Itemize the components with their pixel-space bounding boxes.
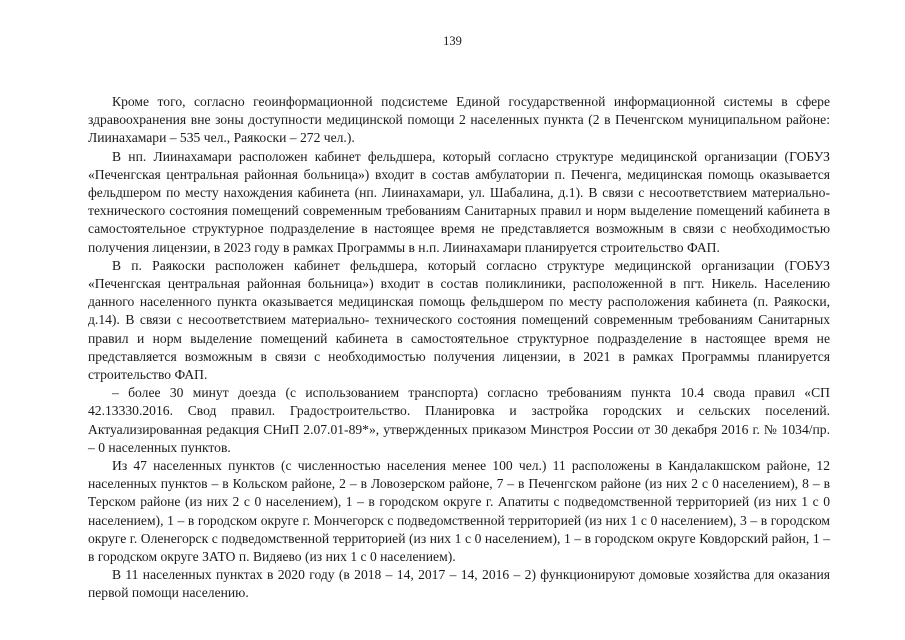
paragraph-travel-time: – более 30 минут доезда (с использованием транспорта) согласно требованиям пункта 10.4 свода правил «СП 42.13330.2016. Свод правил. Градостроительство. Планировка и застройка городских и сельских поселений. Актуализированная редакция СНиП 2.07.01-89*», утвержденных приказом Минстроя России от 30 декабря 2016 г. № 1034/пр. – 0 населенных пунктов. (88, 385, 830, 455)
paragraph-households-first-aid: В 11 населенных пунктах в 2020 году (в 2018 – 14, 2017 – 14, 2016 – 2) функционируют домовые хозяйства для оказания первой помощи населению. (88, 567, 830, 601)
document-body (88, 93, 830, 603)
paragraph-liinakhamari: В нп. Лиинахамари расположен кабинет фельдшера, который согласно структуре медицинской организации (ГОБУЗ «Печенгская центральная районная больница») входит в состав амбулатории п. Печенга, медицинская помощь оказывается фельдшером по месту нахождения кабинета (нп. Лиинахамари, ул. Шабалина, д.1). В связи с несоответствием материально-технического состояния помещений современным требованиям Санитарных правил и норм выделение помещений кабинета в самостоятельное структурное подразделение в настоящее время не представляется возможным в связи с необходимостью получения лицензии, в 2023 году в рамках Программы в н.п. Лиинахамари планируется строительство ФАП. (88, 148, 830, 255)
paragraph-accessibility-summary: Кроме того, согласно геоинформационной подсистеме Единой государственной информационной системы в сфере здравоохранения вне зоны доступности медицинской помощи 2 населенных пункта (2 в Печенгском муниципальном районе: Лиинахамари – 535 чел., Раякоски – 272 чел.). (88, 94, 830, 146)
paragraph-rayakoski: В п. Раякоски расположен кабинет фельдшера, который согласно структуре медицинской организации (ГОБУЗ «Печенгская центральная районная больница») входит в состав поликлиники, расположенной в пгт. Никель. Населению данного населенного пункта оказывается медицинская помощь фельдшером по месту расположения кабинета (п. Раякоски, д.14). В связи с несоответствием материально- технического состояния помещений современным требованиям Санитарных правил и норм выделение помещений кабинета в самостоятельное структурное подразделение в настоящее время не представляется возможным в связи с необходимостью получения лицензии, в 2021 в рамках Программы планируется строительство ФАП. (88, 257, 830, 383)
paragraph-settlements-distribution: Из 47 населенных пунктов (с численностью населения менее 100 чел.) 11 расположены в Кандалакшском районе, 12 населенных пунктов – в Кольском районе, 2 – в Ловозерском районе, 7 – в Печенгском районе (из них 2 с 0 населением), 8 – в Терском районе (из них 2 с 0 населением), 1 – в городском округе г. Апатиты с подведомственной территорией (из них 1 с 0 населением), 1 – в городском округе г. Мончегорск с подведомственной территорией (из них 1 с 0 населением), 3 – в городском округе г. Оленегорск с подведомственной территорией (из них 1 с 0 населением), 1 – в городском округе Ковдорский район, 1 – в городском округе ЗАТО п. Видяево (из них 1 с 0 населением). (88, 458, 830, 565)
page-number: 139 (443, 34, 462, 48)
